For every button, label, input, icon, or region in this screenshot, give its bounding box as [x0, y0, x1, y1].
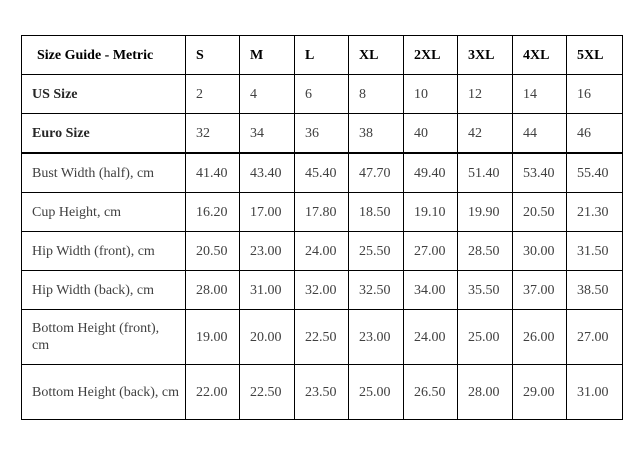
table-body — [22, 36, 623, 420]
table-cell: 47.70 — [349, 153, 404, 193]
table-cell: 49.40 — [404, 153, 458, 193]
size-header: 5XL — [567, 36, 623, 75]
table-cell: 32.50 — [349, 271, 404, 310]
table-cell: 21.30 — [567, 193, 623, 232]
table-cell: 32.00 — [295, 271, 349, 310]
table-cell: 17.80 — [295, 193, 349, 232]
size-header: 4XL — [513, 36, 567, 75]
size-header: M — [240, 36, 295, 75]
table-cell: 31.00 — [567, 365, 623, 420]
size-header: S — [186, 36, 240, 75]
table-cell: 18.50 — [349, 193, 404, 232]
table-cell: 23.50 — [295, 365, 349, 420]
table-cell: 17.00 — [240, 193, 295, 232]
row-label: Bottom Height (back), cm — [22, 365, 186, 420]
table-cell: 8 — [349, 75, 404, 114]
bottom-height-back-row — [22, 365, 623, 420]
table-cell: 29.00 — [513, 365, 567, 420]
table-cell: 31.00 — [240, 271, 295, 310]
table-cell: 12 — [458, 75, 513, 114]
table-cell: 24.00 — [404, 310, 458, 365]
table-cell: 23.00 — [349, 310, 404, 365]
table-cell: 34 — [240, 114, 295, 154]
table-cell: 4 — [240, 75, 295, 114]
table-cell: 31.50 — [567, 232, 623, 271]
size-header: 3XL — [458, 36, 513, 75]
table-cell: 35.50 — [458, 271, 513, 310]
table-cell: 37.00 — [513, 271, 567, 310]
size-header: L — [295, 36, 349, 75]
table-cell: 45.40 — [295, 153, 349, 193]
table-cell: 26.00 — [513, 310, 567, 365]
table-cell: 19.10 — [404, 193, 458, 232]
table-cell: 25.50 — [349, 232, 404, 271]
row-label: Hip Width (front), cm — [22, 232, 186, 271]
table-cell: 46 — [567, 114, 623, 154]
table-cell: 23.00 — [240, 232, 295, 271]
euro-size-row — [22, 114, 623, 154]
table-cell: 20.00 — [240, 310, 295, 365]
table-cell: 26.50 — [404, 365, 458, 420]
size-guide-table — [21, 35, 623, 420]
table-cell: 10 — [404, 75, 458, 114]
table-cell: 27.00 — [567, 310, 623, 365]
bust-width-row — [22, 153, 623, 193]
table-cell: 24.00 — [295, 232, 349, 271]
row-label: US Size — [22, 75, 186, 114]
table-cell: 38.50 — [567, 271, 623, 310]
table-cell: 25.00 — [349, 365, 404, 420]
table-cell: 36 — [295, 114, 349, 154]
table-cell: 16.20 — [186, 193, 240, 232]
size-header: 2XL — [404, 36, 458, 75]
table-cell: 28.00 — [458, 365, 513, 420]
size-guide-table-container — [21, 35, 623, 420]
table-cell: 20.50 — [186, 232, 240, 271]
table-cell: 2 — [186, 75, 240, 114]
table-cell: 34.00 — [404, 271, 458, 310]
row-label: Hip Width (back), cm — [22, 271, 186, 310]
table-cell: 6 — [295, 75, 349, 114]
us-size-row — [22, 75, 623, 114]
table-cell: 25.00 — [458, 310, 513, 365]
table-cell: 16 — [567, 75, 623, 114]
table-cell: 53.40 — [513, 153, 567, 193]
table-cell: 14 — [513, 75, 567, 114]
table-cell: 30.00 — [513, 232, 567, 271]
header-row — [22, 36, 623, 75]
table-cell: 41.40 — [186, 153, 240, 193]
table-cell: 55.40 — [567, 153, 623, 193]
table-cell: 22.00 — [186, 365, 240, 420]
table-cell: 27.00 — [404, 232, 458, 271]
table-cell: 40 — [404, 114, 458, 154]
table-cell: 19.00 — [186, 310, 240, 365]
table-cell: 20.50 — [513, 193, 567, 232]
cup-height-row — [22, 193, 623, 232]
table-cell: 19.90 — [458, 193, 513, 232]
row-label: Bottom Height (front), cm — [22, 310, 186, 365]
table-cell: 32 — [186, 114, 240, 154]
table-cell: 28.00 — [186, 271, 240, 310]
table-cell: 43.40 — [240, 153, 295, 193]
row-label: Euro Size — [22, 114, 186, 154]
row-label: Bust Width (half), cm — [22, 153, 186, 193]
table-cell: 42 — [458, 114, 513, 154]
row-label: Cup Height, cm — [22, 193, 186, 232]
table-cell: 51.40 — [458, 153, 513, 193]
table-cell: 28.50 — [458, 232, 513, 271]
table-title: Size Guide - Metric — [22, 36, 186, 75]
hip-width-front-row — [22, 232, 623, 271]
table-cell: 22.50 — [240, 365, 295, 420]
table-cell: 22.50 — [295, 310, 349, 365]
table-cell: 44 — [513, 114, 567, 154]
bottom-height-front-row — [22, 310, 623, 365]
hip-width-back-row — [22, 271, 623, 310]
size-header: XL — [349, 36, 404, 75]
table-cell: 38 — [349, 114, 404, 154]
